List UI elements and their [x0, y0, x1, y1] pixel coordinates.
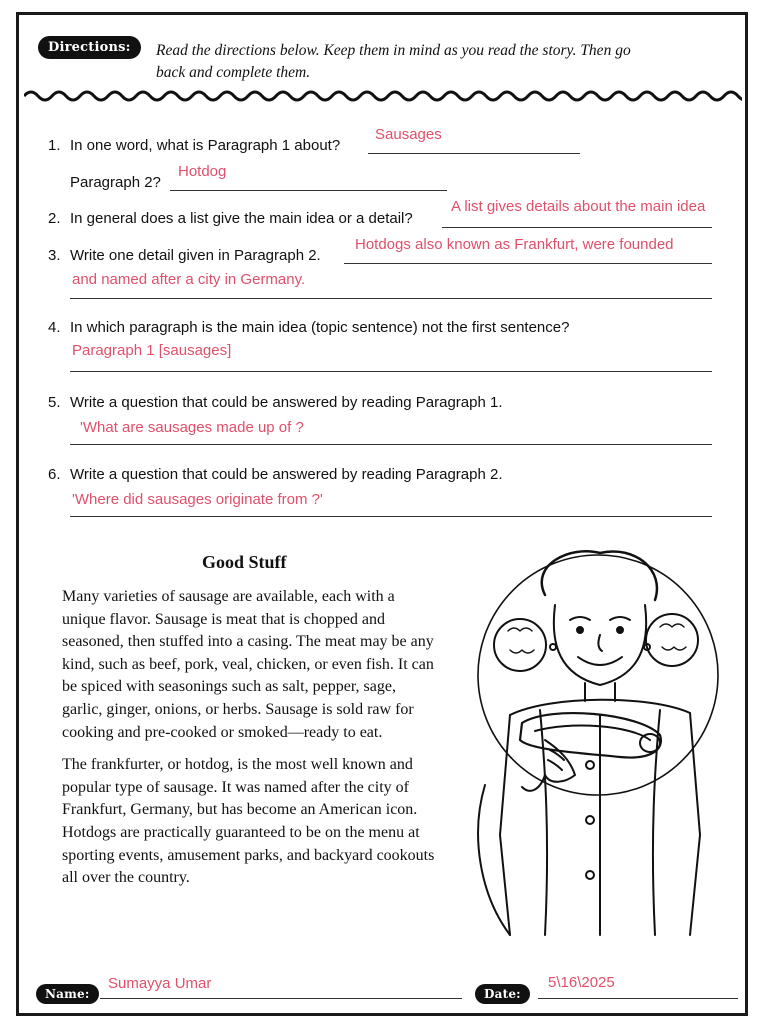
wavy-divider	[24, 86, 742, 106]
q1-sub-answer[interactable]: Hotdog	[178, 163, 227, 180]
q3-number: 3.	[48, 247, 61, 264]
q5-answer[interactable]: 'What are sausages made up of ?	[80, 419, 304, 436]
name-label: Name:	[36, 984, 99, 1004]
date-label: Date:	[475, 984, 530, 1004]
q4-text: In which paragraph is the main idea (topic sentence) not the first sentence?	[70, 319, 570, 336]
q5-answer-line	[70, 444, 712, 445]
q4-answer-line	[70, 371, 712, 372]
q1-answer[interactable]: Sausages	[375, 126, 442, 143]
q5-text: Write a question that could be answered by reading Paragraph 1.	[70, 394, 503, 411]
date-value[interactable]: 5\16\2025	[548, 974, 615, 991]
q4-number: 4.	[48, 319, 61, 336]
directions-text-line2: back and complete them.	[156, 64, 311, 81]
q3-answer-line1	[344, 263, 712, 264]
directions-label: Directions:	[38, 36, 141, 59]
q3-answer-line1-text[interactable]: Hotdogs also known as Frankfurt, were founded	[355, 236, 674, 253]
story-body	[62, 586, 440, 900]
story-paragraph-2: The frankfurter, or hotdog, is the most well known and popular type of sausage. It was named after the city of Frankfurt, Germany, but has become an American icon. Hotdogs are practically guaranteed to be on the menu at sporting events, amusement parks, and backyard cookouts all over the country.	[62, 756, 435, 887]
q6-number: 6.	[48, 466, 61, 483]
girl-holding-hotdog-illustration	[450, 535, 740, 945]
q3-answer-line2	[70, 298, 712, 299]
q1-sub-answer-line	[170, 190, 447, 191]
q1-text: In one word, what is Paragraph 1 about?	[70, 137, 341, 154]
q4-answer[interactable]: Paragraph 1 [sausages]	[72, 342, 232, 359]
q5-number: 5.	[48, 394, 61, 411]
q2-answer[interactable]: A list gives details about the main idea	[451, 198, 706, 215]
q1-number: 1.	[48, 137, 61, 154]
q1-sub-text: Paragraph 2?	[70, 174, 161, 191]
q2-answer-line	[442, 227, 712, 228]
directions-text-line1: Read the directions below. Keep them in mind as you read the story. Then go	[156, 42, 631, 59]
q3-answer-line2-text[interactable]: and named after a city in Germany.	[72, 271, 306, 288]
directions-text	[156, 40, 631, 84]
story-title: Good Stuff	[202, 552, 287, 572]
date-line	[538, 998, 738, 999]
q1-answer-line	[368, 153, 580, 154]
story-paragraph-1: Many varieties of sausage are available, each with a unique flavor. Sausage is meat that is chopped and seasoned, then stuffed into a casing. The meat may be any kind, such as beef, pork, veal, chicken, or even fish. It can be spiced with seasonings such as salt, pepper, sage, garlic, ginger, onions, or herbs. Sausage is sold raw for cooking and pre-cooked or smoked—ready to eat.	[62, 588, 434, 741]
name-value[interactable]: Sumayya Umar	[108, 975, 212, 992]
q6-answer[interactable]: 'Where did sausages originate from ?'	[72, 491, 323, 508]
q6-answer-line	[70, 516, 712, 517]
q2-number: 2.	[48, 210, 61, 227]
q2-text: In general does a list give the main idea or a detail?	[70, 210, 413, 227]
q6-text: Write a question that could be answered by reading Paragraph 2.	[70, 466, 503, 483]
name-line	[100, 998, 462, 999]
q3-text: Write one detail given in Paragraph 2.	[70, 247, 321, 264]
